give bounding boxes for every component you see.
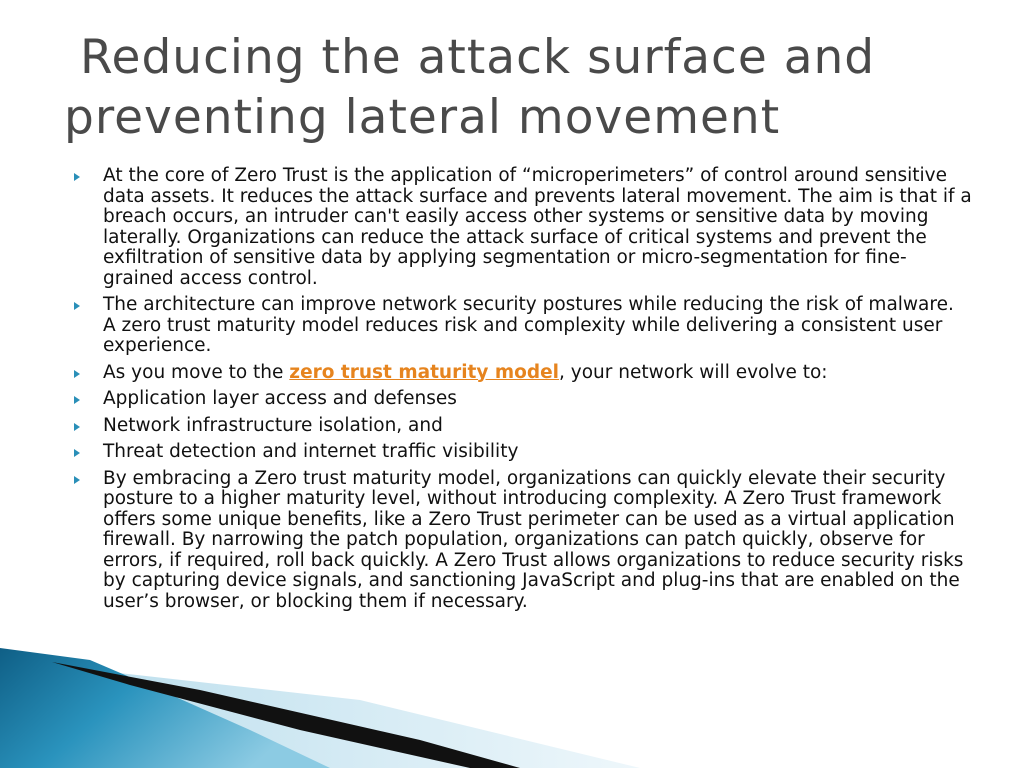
bullet-item-architecture bbox=[72, 295, 972, 357]
blue-wave bbox=[0, 648, 330, 768]
triangle-bullet-icon bbox=[74, 173, 80, 181]
triangle-bullet-icon bbox=[74, 370, 80, 378]
maturity-model-link[interactable]: zero trust maturity model bbox=[289, 361, 560, 383]
bullet-list bbox=[72, 166, 972, 618]
bullet-text: Network infrastructure isolation, and bbox=[103, 414, 443, 436]
triangle-bullet-icon bbox=[74, 423, 80, 431]
triangle-bullet-icon bbox=[74, 476, 80, 484]
bullet-item-zero-trust-core bbox=[72, 166, 972, 289]
bullet-text: By embracing a Zero trust maturity model, organizations can quickly elevate their security posture to a higher maturity level, without introducing complexity. A Zero Trust framework offers some unique benefits, like a Zero Trust perimeter can be used as a virtual application firewall. By narrowing the patch population, organizations can patch quickly, observe for errors, if required, roll back quickly. A Zero Trust allows organizations to reduce security risks by capturing device signals, and sanctioning JavaScript and plug-ins that are enabled on the user’s browser, or blocking them if necessary. bbox=[103, 467, 964, 612]
bullet-text: Threat detection and internet traffic visibility bbox=[103, 441, 519, 462]
triangle-bullet-icon bbox=[74, 302, 80, 310]
bullet-item-maturity-model bbox=[72, 363, 972, 384]
bullet-text-before: As you move to the bbox=[103, 361, 290, 383]
dark-wave bbox=[52, 662, 520, 768]
triangle-bullet-icon bbox=[74, 449, 80, 457]
triangle-bullet-icon bbox=[74, 396, 80, 404]
slide-title bbox=[64, 28, 964, 148]
bullet-text: The architecture can improve network security postures while reducing the risk of malware. A zero trust maturity model reduces risk and complexity while delivering a consistent user experience. bbox=[103, 294, 954, 356]
bullet-text: At the core of Zero Trust is the application of “microperimeters” of control around sensitive data assets. It reduces the attack surface and prevents lateral movement. The aim is that if a breach occurs, an intruder can't easily access other systems or sensitive data by moving laterally. Organizations can reduce the attack surface of critical systems and prevent the exfiltration of sensitive data by applying segmentation or micro-segmentation for fine-grained access control. bbox=[103, 165, 972, 289]
bullet-text: Application layer access and defenses bbox=[103, 388, 457, 409]
bullet-item-network-isolation bbox=[72, 416, 972, 437]
bullet-item-threat-detection bbox=[72, 442, 972, 463]
slide-title-line-1: Reducing the attack surface and bbox=[80, 30, 876, 85]
light-wave bbox=[110, 672, 640, 768]
slide-title-line-2: preventing lateral movement bbox=[64, 90, 781, 145]
bullet-item-application-layer bbox=[72, 389, 972, 410]
bullet-item-embracing-zero-trust bbox=[72, 469, 972, 613]
bullet-text-after: , your network will evolve to: bbox=[559, 361, 828, 383]
